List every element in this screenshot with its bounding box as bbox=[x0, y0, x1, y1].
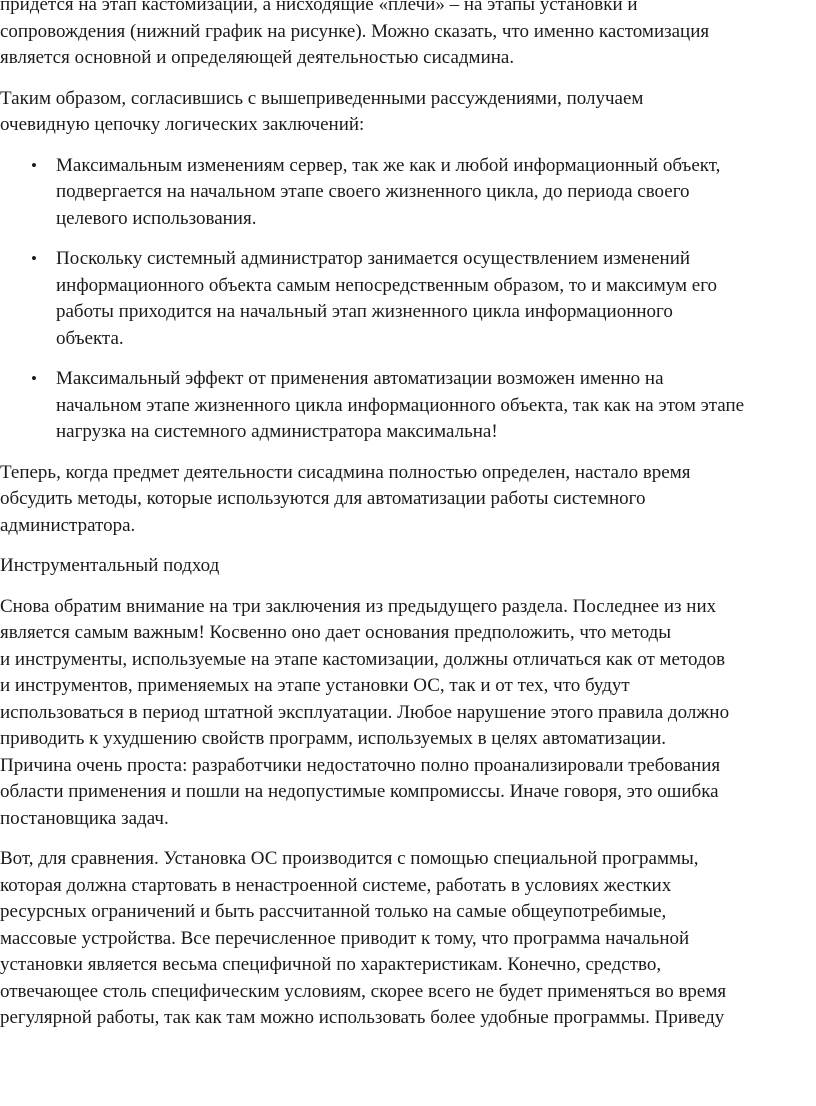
text-line: является самым важным! Косвенно оно дает основания предположить, что методы bbox=[0, 622, 672, 643]
text-line: области применения и пошли на недопустимые компромиссы. Иначе говоря, это ошибка bbox=[0, 781, 719, 802]
bullet-icon: • bbox=[31, 369, 37, 388]
text-line: и инструментов, применяемых на этапе установки ОС, так и от тех, что будут bbox=[0, 675, 630, 696]
text-line: установки является весьма специфичной по характеристикам. Конечно, средство, bbox=[0, 954, 662, 975]
text-line: массовые устройства. Все перечисленное приводит к тому, что программа начальной bbox=[0, 927, 690, 949]
text-line: приводить к ухудшению свойств программ, используемых в целях автоматизации. bbox=[0, 728, 667, 749]
bullet-icon: • bbox=[31, 249, 37, 268]
text-line: Причина очень проста: разработчики недостаточно полно проанализировали требования bbox=[0, 754, 721, 776]
text-line: очевидную цепочку логических заключений: bbox=[0, 114, 365, 135]
paragraph-transition bbox=[0, 460, 816, 540]
text-line: нагрузка на системного администратора максимальна! bbox=[56, 421, 498, 442]
section-heading: Инструментальный подход bbox=[0, 555, 220, 576]
text-line: Таким образом, согласившись с вышеприведенными рассуждениями, получаем bbox=[0, 87, 644, 109]
text-line: информационного объекта самым непосредственным образом, то и максимум его bbox=[56, 274, 718, 296]
text-line: подвергается на начальном этапе своего жизненного цикла, до периода своего bbox=[56, 181, 690, 202]
text-line: отвечающее столь специфическим условиям, скорее всего не будет применяться во время bbox=[0, 980, 727, 1002]
text-line: является основной и определяющей деятельностью сисадмина. bbox=[0, 47, 515, 68]
paragraph-conclusion-lead bbox=[0, 86, 816, 139]
text-line: регулярной работы, так как там можно использовать более удобные программы. Приведу bbox=[0, 1007, 725, 1028]
text-line: которая должна стартовать в ненастроенной системе, работать в условиях жестких bbox=[0, 874, 672, 896]
paragraph-comparison bbox=[0, 846, 816, 1032]
text-line: целевого использования. bbox=[56, 207, 257, 229]
text-line: ресурсных ограничений и быть рассчитанной только на самые общеупотребимые, bbox=[0, 901, 667, 922]
text-line: обсудить методы, которые используются для автоматизации работы системного bbox=[0, 488, 646, 509]
bullet-icon: • bbox=[31, 155, 37, 175]
text-line: и инструменты, используемые на этапе кастомизации, должны отличаться как от методов bbox=[0, 648, 726, 670]
list-item bbox=[0, 153, 816, 233]
text-line: сопровождения (нижний график на рисунке). Можно сказать, что именно кастомизация bbox=[0, 20, 710, 42]
text-line: администратора. bbox=[0, 514, 136, 536]
paragraph-instrumental bbox=[0, 594, 816, 833]
text-line: объекта. bbox=[56, 327, 124, 349]
text-line: использоваться в период штатной эксплуатации. Любое нарушение этого правила должно bbox=[0, 701, 730, 723]
text-line: Снова обратим внимание на три заключения из предыдущего раздела. Последнее из них bbox=[0, 595, 717, 617]
list-item bbox=[0, 366, 816, 446]
paragraph-intro bbox=[0, 0, 816, 72]
text-line: Максимальным изменениям сервер, так же как и любой информационный объект, bbox=[56, 154, 721, 176]
text-line: Вот, для сравнения. Установка ОС производится с помощью специальной программы, bbox=[0, 848, 699, 869]
text-line: Поскольку системный администратор занимается осуществлением изменений bbox=[56, 248, 691, 269]
list-item bbox=[0, 246, 816, 352]
text-line: работы приходится на начальный этап жизненного цикла информационного bbox=[56, 301, 673, 322]
bullet-list bbox=[0, 153, 816, 446]
text-line: начальном этапе жизненного цикла информационного объекта, так как на этом этапе bbox=[56, 394, 745, 416]
text-line: постановщика задач. bbox=[0, 807, 169, 829]
text-line: Максимальный эффект от применения автоматизации возможен именно на bbox=[56, 368, 664, 389]
text-line: придется на этап кастомизации, а нисходящие «плечи» – на этапы установки и bbox=[0, 0, 638, 15]
text-line: Теперь, когда предмет деятельности сисадмина полностью определен, настало время bbox=[0, 461, 691, 483]
